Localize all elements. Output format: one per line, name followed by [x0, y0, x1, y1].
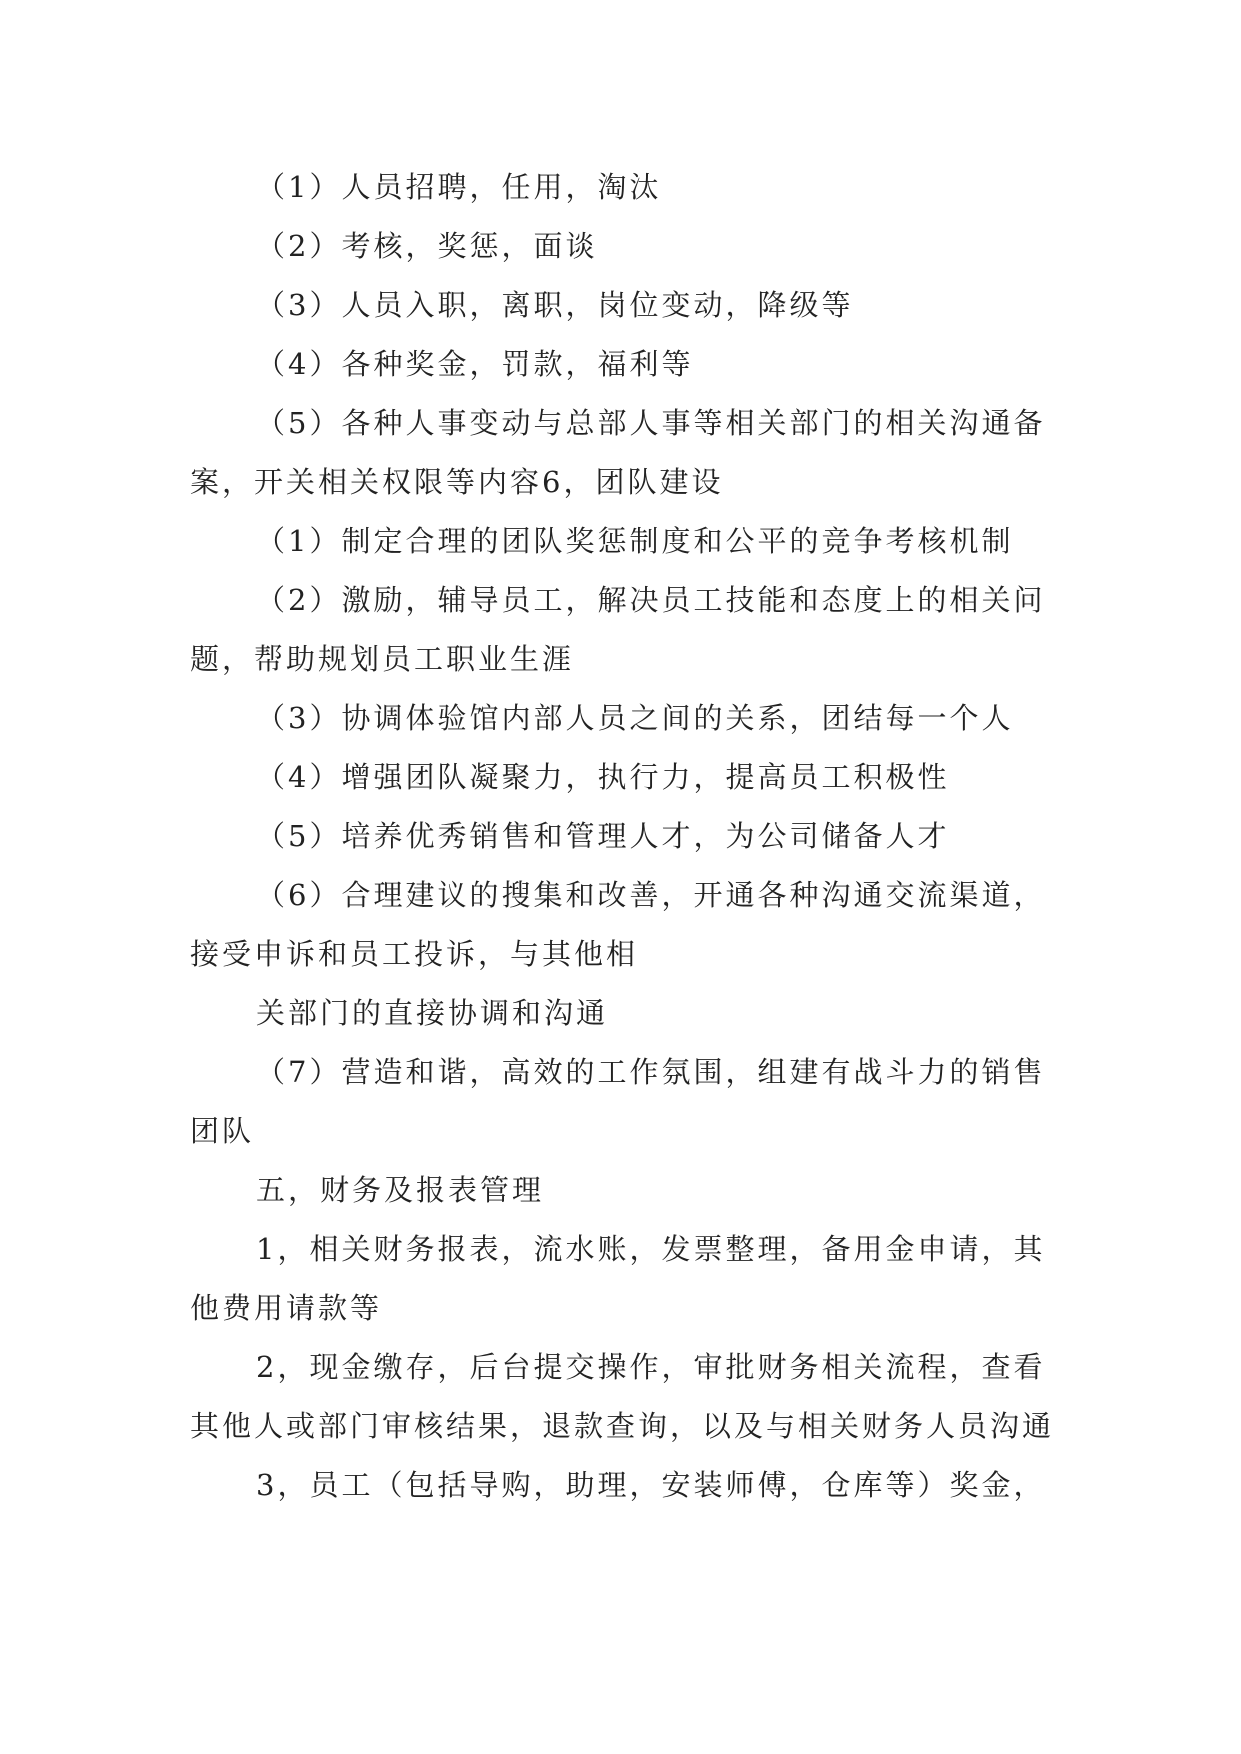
paragraph: （1）制定合理的团队奖惩制度和公平的竞争考核机制	[256, 524, 1014, 558]
paragraph: （1）人员招聘，任用，淘汰	[256, 170, 662, 204]
paragraph: （5）培养优秀销售和管理人才，为公司储备人才	[256, 819, 950, 853]
paragraph: 2，现金缴存，后台提交操作，审批财务相关流程，查看其他人或部门审核结果，退款查询，以及与相关财务人员沟通	[190, 1350, 1055, 1443]
paragraph: （3）协调体验馆内部人员之间的关系，团结每一个人	[256, 701, 1014, 735]
paragraph: （2）考核，奖惩，面谈	[256, 229, 598, 263]
paragraph: （2）激励，辅导员工，解决员工技能和态度上的相关问题，帮助规划员工职业生涯	[190, 583, 1046, 676]
paragraph: （6）合理建议的搜集和改善，开通各种沟通交流渠道，接受申诉和员工投诉，与其他相	[190, 878, 1046, 971]
paragraph: 1，相关财务报表，流水账，发票整理，备用金申请，其他费用请款等	[190, 1232, 1046, 1325]
paragraph: 3，员工（包括导购，助理，安装师傅，仓库等）奖金，	[256, 1468, 1046, 1502]
paragraph: （4）增强团队凝聚力，执行力，提高员工积极性	[256, 760, 950, 794]
paragraph: （4）各种奖金，罚款，福利等	[256, 347, 694, 381]
paragraph: 关部门的直接协调和沟通	[256, 996, 609, 1030]
paragraph: （3）人员入职，离职，岗位变动，降级等	[256, 288, 854, 322]
document-page	[190, 158, 1060, 1515]
section-heading: 五，财务及报表管理	[256, 1173, 545, 1207]
paragraph: （7）营造和谐，高效的工作氛围，组建有战斗力的销售团队	[190, 1055, 1046, 1148]
paragraph: （5）各种人事变动与总部人事等相关部门的相关沟通备案，开关相关权限等内容6，团队建设	[190, 406, 1046, 499]
